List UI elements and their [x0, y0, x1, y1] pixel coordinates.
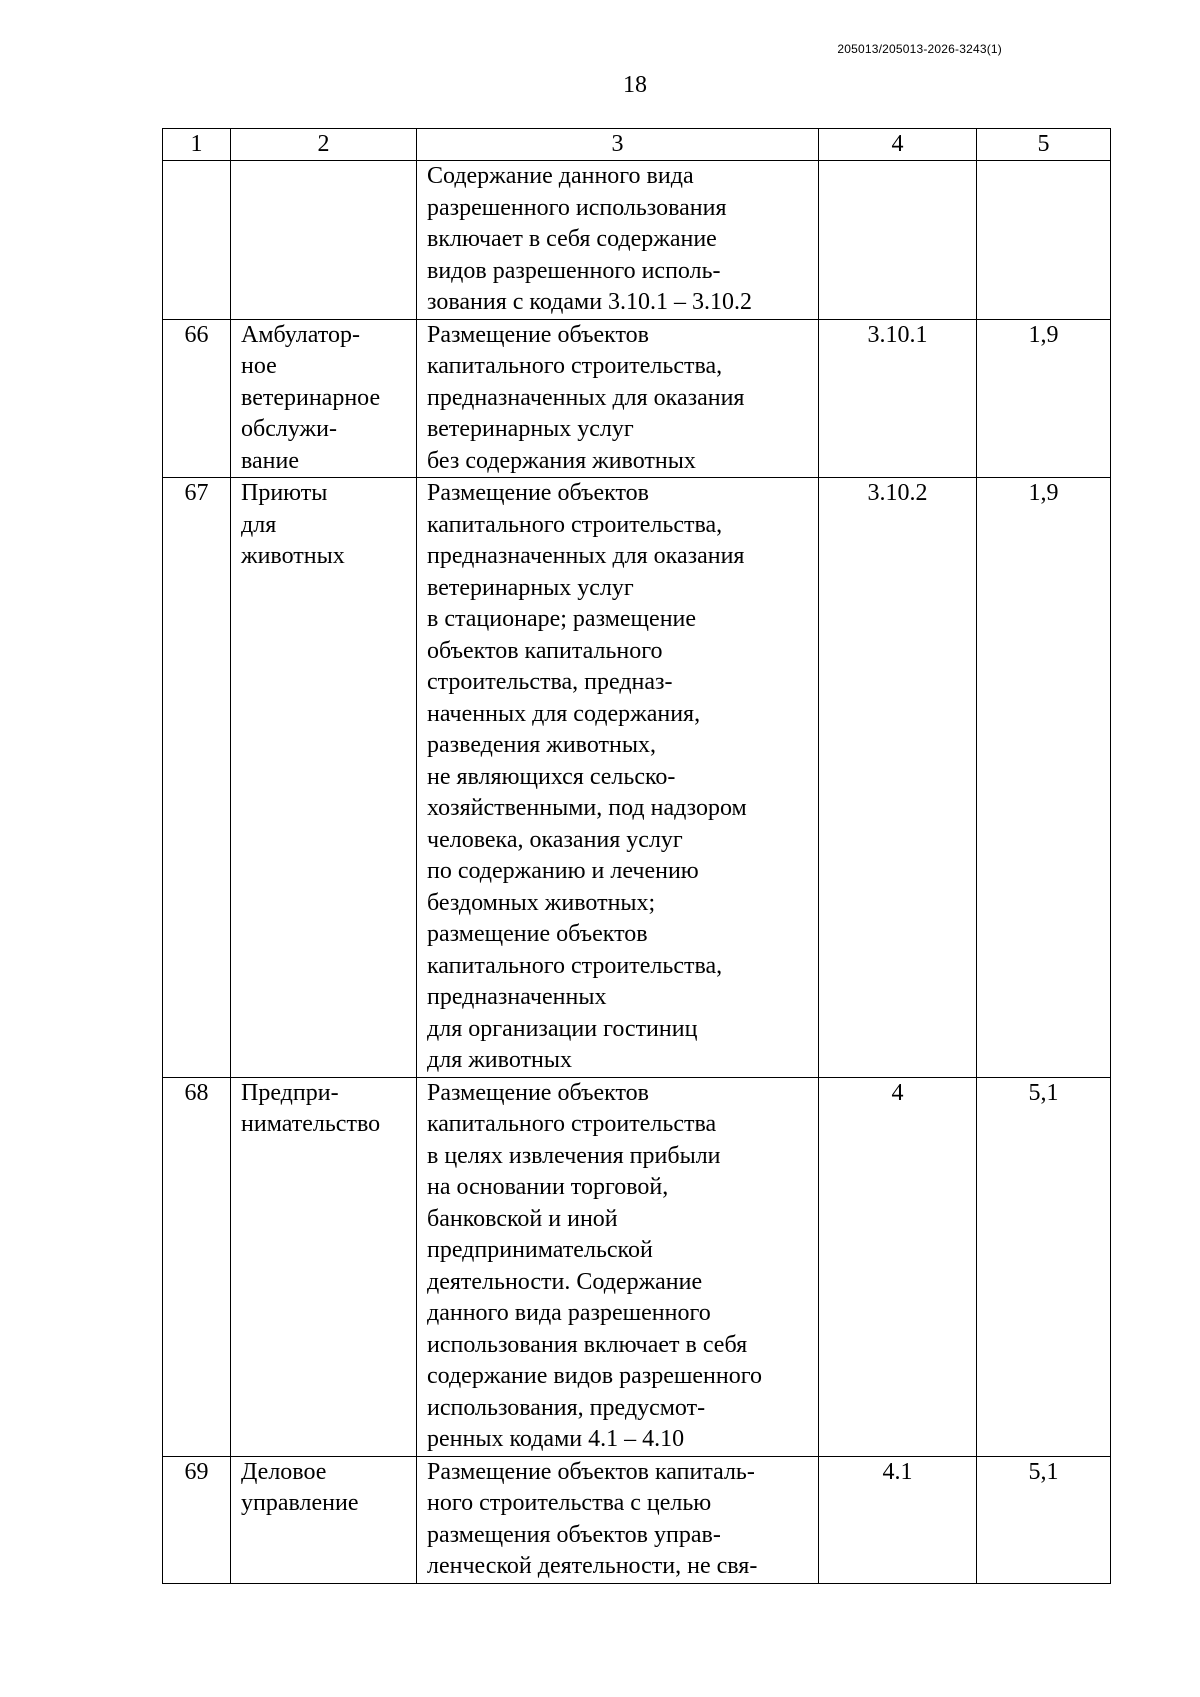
row-number: 69: [163, 1456, 231, 1583]
table-row: [163, 478, 1111, 1078]
table-body: [163, 161, 1111, 1584]
use-type-name: Приюты для животных: [231, 478, 417, 1078]
use-type-name: Деловое управление: [231, 1456, 417, 1583]
table-header: [163, 129, 1111, 161]
use-type-description: Размещение объектов капитального строительства в целях извлечения прибыли на основании торговой, банковской и иной предпринимательской деятельности. Содержание данного вида разрешенного использования включает в себя содержание видов разрешенного использования, предусмот- ренных кодами 4.1 – 4.10: [417, 1077, 819, 1456]
use-type-value: 5,1: [977, 1077, 1111, 1456]
row-number: 66: [163, 319, 231, 478]
regulations-table: [162, 128, 1111, 1584]
table-row: [163, 1077, 1111, 1456]
use-type-name: Предпри- нимательство: [231, 1077, 417, 1456]
use-type-value: [977, 161, 1111, 320]
table-row: [163, 161, 1111, 320]
column-header-5: 5: [977, 129, 1111, 161]
row-number: [163, 161, 231, 320]
column-header-2: 2: [231, 129, 417, 161]
use-type-code: 4.1: [819, 1456, 977, 1583]
use-type-name: Амбулатор- ное ветеринарное обслужи- вание: [231, 319, 417, 478]
use-type-code: 3.10.2: [819, 478, 977, 1078]
use-type-description: Содержание данного вида разрешенного использования включает в себя содержание видов разрешенного исполь- зования с кодами 3.10.1 – 3.10.2: [417, 161, 819, 320]
use-type-value: 1,9: [977, 319, 1111, 478]
document-id: 205013/205013-2026-3243(1): [837, 42, 1002, 56]
row-number: 67: [163, 478, 231, 1078]
column-header-3: 3: [417, 129, 819, 161]
use-type-description: Размещение объектов капитального строительства, предназначенных для оказания ветеринарных услуг в стационаре; размещение объектов капитального строительства, предназ- наченных для содержания, разведения животных, не являющихся сельско- хозяйственными, под надзором человека, оказания услуг по содержанию и лечению бездомных животных; размещение объектов капитального строительства, предназначенных для организации гостиниц для животных: [417, 478, 819, 1078]
table-row: [163, 319, 1111, 478]
use-type-code: 3.10.1: [819, 319, 977, 478]
column-header-4: 4: [819, 129, 977, 161]
page-number: 18: [623, 72, 647, 98]
row-number: 68: [163, 1077, 231, 1456]
use-type-value: 5,1: [977, 1456, 1111, 1583]
column-header-1: 1: [163, 129, 231, 161]
use-type-description: Размещение объектов капиталь- ного строительства с целью размещения объектов управ- ленческой деятельности, не свя-: [417, 1456, 819, 1583]
table-header-row: [163, 129, 1111, 161]
table-row: [163, 1456, 1111, 1583]
use-type-code: [819, 161, 977, 320]
use-type-code: 4: [819, 1077, 977, 1456]
use-type-name: [231, 161, 417, 320]
use-type-value: 1,9: [977, 478, 1111, 1078]
use-type-description: Размещение объектов капитального строительства, предназначенных для оказания ветеринарных услуг без содержания животных: [417, 319, 819, 478]
